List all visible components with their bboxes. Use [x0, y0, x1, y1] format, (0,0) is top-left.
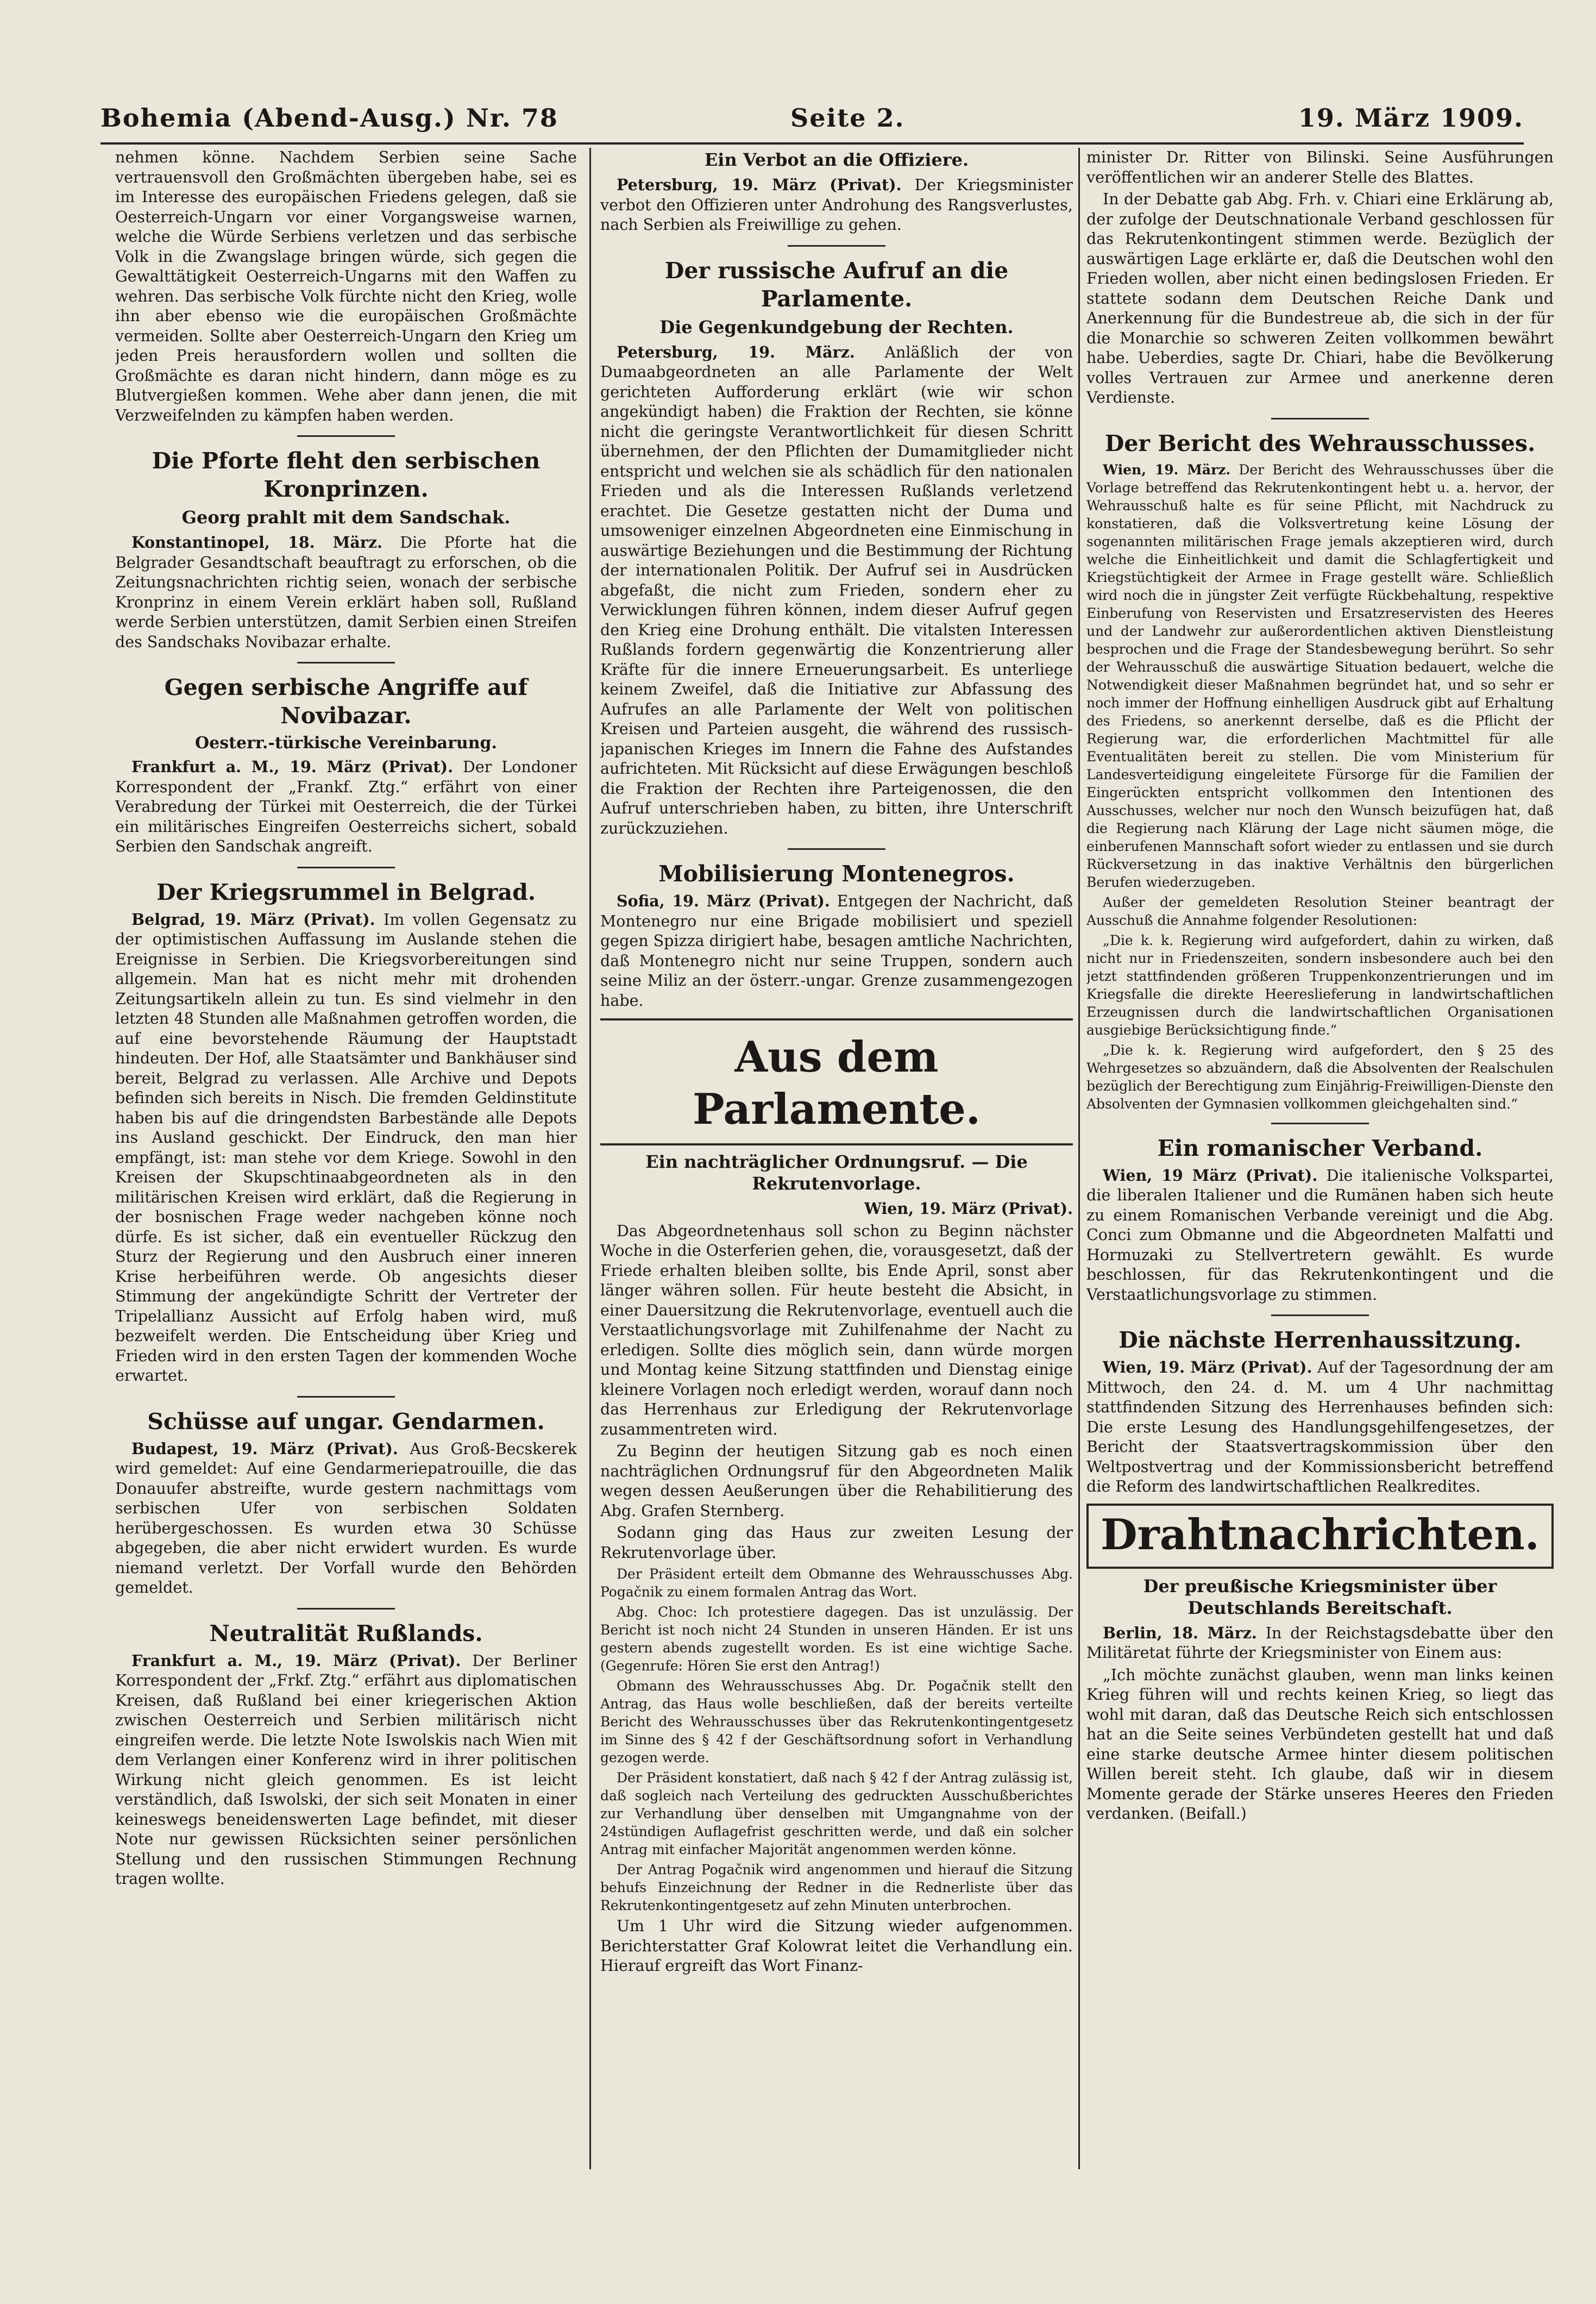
- column-3: [1086, 148, 1554, 2169]
- dateline: Wien, 19. März (Privat).: [864, 1199, 1073, 1218]
- article-headline: Die Pforte fleht den serbischen Kronprinzen.: [152, 448, 541, 502]
- article-kriegsminister: [1086, 1575, 1554, 1824]
- article-subheadline: Die Gegenkundgebung der Rechten.: [659, 316, 1014, 337]
- dateline: Frankfurt a. M., 19. März (Privat).: [131, 1651, 461, 1670]
- article-headline: Mobilisierung Montenegros.: [658, 861, 1015, 887]
- header-rule: [100, 142, 1524, 145]
- resolution-quote: „Die k. k. Regierung wird aufgefordert, den § 25 des Wehrgesetzes so abzuändern, daß die Absolventen der Realschulen bezüglich der Berechtigung zum Einjährig-Freiwilligen-Dienste den Absolventen der Gymnasien vollkommen gleichgehalten sind.“: [1086, 1042, 1554, 1112]
- article-headline: Die nächste Herrenhaussitzung.: [1119, 1327, 1522, 1353]
- dateline: Berlin, 18. März.: [1103, 1623, 1257, 1642]
- article-body: Der Bericht des Wehrausschusses über die Vorlage betreffend das Rekrutenkontingent hebt u. a. hervor, der Wehrausschuß halte es für seine Pflicht, mit Nachdruck zu konstatieren, daß die Volksvertretung keine Lösung der sogenannten militärischen Frage jemals akzeptieren wird, durch welche die Einheitlichkeit und damit die Schlagfertigkeit und Kriegstüchtigkeit der Armee in Frage gestellt wäre. Schließlich wird noch die in jüngster Zeit verfügte Rückbehaltung, respektive Einberufung von Reservisten und Ersatzreservisten des Heeres und der Landwehr zur außerordentlichen aktiven Dienstleistung besprochen und die Frage der Standesbewegung berührt. So sehr der Wehrausschuß die auswärtige Situation bedauert, welche die Notwendigkeit dieser Maßnahmen begründet hat, und so sehr er noch immer der Hoffnung einhelligen Ausdruck gibt auf Erhaltung des Friedens, so anerkennt derselbe, daß es die Pflicht der Regierung war, die erforderlichen Machtmittel für alle Eventualitäten bereit zu stellen. Die vom Ministerium für Landesverteidigung eingeleitete Fürsorge für die Familien der Eingerückten entspricht vollkommen den Intentionen des Ausschusses, welcher nur noch den Wunsch beizufügen hat, daß die Regierung nach Klärung der Lage nicht säumen möge, die einberufenen Mannschaft sofort wieder zu entlassen und sie durch Rückversetzung in das inaktive Verhältnis den bürgerlichen Berufen wiederzugeben.: [1086, 461, 1554, 890]
- dateline: Wien, 19. März (Privat).: [1103, 1358, 1312, 1376]
- article-paragraph: Der Antrag Pogačnik wird angenommen und hierauf die Sitzung behufs Einzeichnung der Redner in die Rednerliste über das Rekrutenkontingentgesetz auf zehn Minuten unterbrochen.: [600, 1862, 1073, 1913]
- article-paragraph: Sodann ging das Haus zur zweiten Lesung der Rekrutenvorlage über.: [600, 1524, 1073, 1562]
- article-paragraph: Außer der gemeldeten Resolution Steiner beantragt der Ausschuß die Annahme folgender Resolutionen:: [1086, 894, 1554, 928]
- page-number: Seite 2.: [790, 103, 905, 133]
- separator: [1271, 1314, 1369, 1316]
- article-paragraph: Zu Beginn der heutigen Sitzung gab es noch einen nachträglichen Ordnungsruf für den Abgeordneten Malik wegen dessen Aeußerungen über die Rehabilitierung des Abg. Grafen Sternberg.: [600, 1442, 1073, 1520]
- dateline: Belgrad, 19. März (Privat).: [131, 910, 375, 929]
- article-subheadline: Ein nachträglicher Ordnungsruf. — Die Rekrutenvorlage.: [645, 1151, 1028, 1194]
- article-montenegro: [600, 860, 1073, 1011]
- article-paragraph: Der Präsident erteilt dem Obmanne des Wehrausschusses Abg. Pogačnik zu einem formalen Antrag das Wort.: [600, 1566, 1073, 1600]
- article-body: Im vollen Gegensatz zu der optimistischen Auffassung im Auslande stehen die Ereignisse in Serbien. Die Kriegsvorbereitungen sind allgemein. Man hat es nicht mehr mit drohenden Zeitungsartikeln allein zu tun. Es sind vielmehr in den letzten 48 Stunden alle Maßnahmen getroffen worden, die auf eine bevorstehende Räumung der Hauptstadt hindeuten. Der Hof, alle Staatsämter und Bankhäuser sind bereit, Belgrad zu verlassen. Alle Archive und Depots befinden sich bereits in Nisch. Die fremden Geldinstitute haben bis auf die dringendsten Barbestände alle Depots ins Ausland geschickt. Der Eindruck, den man hier empfängt, ist: man stehe vor dem Kriege. Sowohl in den Kreisen der Skupschtinaabgeordneten als in den militärischen Kreisen wird erklärt, daß die Regierung in der bosnischen Frage weder nachgeben könne noch dürfe. Es ist sicher, daß ein eventueller Rückzug den Sturz der Regierung und den Ausbruch einer inneren Krise herbeiführen werde. Ob angesichts dieser Stimmung der angekündigte Schritt der Vertreter der Tripelallianz Aussicht auf Erfolg haben wird, muß bezweifelt werden. Die Entscheidung über Krieg und Frieden wird in den ersten Tagen der kommenden Woche erwartet.: [115, 910, 577, 1385]
- separator: [297, 1608, 395, 1610]
- section-parlament: [600, 1031, 1073, 1976]
- dateline: Sofia, 19. März (Privat).: [617, 892, 830, 910]
- article-body: Die italienische Volkspartei, die liberalen Italiener und die Rumänen haben sich heute zu einem Romanischen Verbande vereinigt und die Abg. Conci zum Obmanne und die Abgeordneten Malfatti und Hormuzaki zu Stellvertretern gewählt. Es wurde beschlossen, für das Rekrutenkontingent und die Verstaatlichungsvorlage zu stimmen.: [1086, 1166, 1554, 1304]
- article-paragraph: Obmann des Wehrausschusses Abg. Dr. Pogačnik stellt den Antrag, das Haus wolle beschließen, daß der bereits verteilte Bericht des Wehrausschusses über das Rekrutenkontingentgesetz im Sinne des § 42 f der Geschäftsordnung sofort in Verhandlung gezogen werde.: [600, 1678, 1073, 1765]
- article-headline: Der Bericht des Wehrausschusses.: [1104, 430, 1536, 456]
- article-subheadline: Der preußische Kriegsminister über Deutschlands Bereitschaft.: [1143, 1575, 1497, 1618]
- article-paragraph: Das Abgeordnetenhaus soll schon zu Beginn nächster Woche in die Osterferien gehen, die, vorausgesetzt, daß der Friede erhalten bleiben sollte, bis Ende April, sonst aber länger währen sollen. Für heute besteht die Absicht, in einer Dauersitzung die Rekrutenvorlage, eventuell auch die Verstaatlichungsvorlage mit Zuhilfenahme der Nacht zu erledigen. Sollte dies möglich sein, dann würde morgen und Montag keine Sitzung stattfinden und Dienstag einige kleinere Vorlagen noch erledigt werden, worauf dann noch das Herrenhaus zur Erledigung der Rekrutenvorlage zusammentreten wird.: [600, 1222, 1073, 1438]
- section-rule: [600, 1143, 1073, 1145]
- article-headline: Schüsse auf ungar. Gendarmen.: [147, 1408, 545, 1435]
- article-headline: Ein romanischer Verband.: [1157, 1135, 1483, 1161]
- article-verbot: [600, 149, 1073, 235]
- article-headline: Der Kriegsrummel in Belgrad.: [156, 879, 536, 905]
- article-headline: Gegen serbische Angriffe auf Novibazar.: [164, 674, 528, 729]
- article-body: Die Pforte hat die Belgrader Gesandtschaft beauftragt zu erforschen, ob die Zeitungsnachrichten richtig seien, wonach der serbische Kronprinz in einem Verein erklärt haben soll, Rußland werde Serbien unterstützen, damit Serbien einen Streifen des Sandschaks Novibazar erhalte.: [115, 534, 577, 651]
- dateline: Wien, 19 März (Privat).: [1103, 1166, 1318, 1185]
- dateline: Budapest, 19. März (Privat).: [131, 1439, 398, 1458]
- article-body: Entgegen der Nachricht, daß Montenegro nur eine Brigade mobilisiert und speziell gegen Spizza dirigiert habe, besagen amtliche Nachrichten, daß Montenegro nicht nur seine Truppen, sondern auch seine Miliz an der österr.-ungar. Grenze zusammengezogen habe.: [600, 892, 1073, 1010]
- separator: [297, 662, 395, 663]
- running-head: [100, 103, 1524, 141]
- article-paragraph: In der Debatte gab Abg. Frh. v. Chiari eine Erklärung ab, der zufolge der Deutschnationale Verband geschlossen für das Rekrutenkontingent stimmen werde. Bezüglich der auswärtigen Lage erklärte er, daß die Deutschen wohl den Frieden wollen, aber nicht einen bedingslosen Frieden. Er stattete sodann dem Deutschen Reiche Dank und Anerkennung für die Bundestreue ab, die sich in der für die Monarchie so schweren Zeiten vollkommen bewährt habe. Ueberdies, sagte Dr. Chiari, habe die Bevölkerung volles Vertrauen zur Armee und anerkenne deren Verdienste.: [1086, 190, 1554, 406]
- issue-label: Bohemia (Abend-Ausg.) Nr. 78: [100, 103, 558, 133]
- article-headline: Ein Verbot an die Offiziere.: [704, 149, 969, 170]
- section-rule: [600, 1018, 1073, 1020]
- issue-date: 19. März 1909.: [1298, 103, 1524, 133]
- section-headline: Drahtnachrichten.: [1101, 1510, 1540, 1560]
- article-paragraph: Um 1 Uhr wird die Sitzung wieder aufgenommen. Berichterstatter Graf Kolowrat leitet die Verhandlung ein. Hierauf ergreift das Wort Finanz-: [600, 1917, 1073, 1975]
- article-gendarmen: [115, 1407, 577, 1598]
- article-body: Anläßlich der von Dumaabgeordneten an alle Parlamente der Welt gerichteten Aufforderung erklärt (wie wir schon angekündigt haben) die Fraktion der Rechten, sie könne nicht die geringste Verantwortlichkeit für diesen Schritt übernehmen, der den Pflichten der Dumamitglieder nicht entspricht und welchen sie als schädlich für den nationalen Frieden und als die Interessen Rußlands verletzend erachtet. Die Gesetze gestatten nicht der Duma und umsoweniger einzelnen Abgeordneten eine Einmischung in auswärtige Beziehungen und die Bestimmung der Richtung der internationalen Politik. Der Aufruf sei in Ausdrücken abgefaßt, die nicht zum Frieden, sondern eher zu Verwicklungen führen können, indem dieser Aufruf gegen den Krieg eine Drohung enthält. Die vitalsten Interessen Rußlands fordern gegenwärtig die Konzentrierung aller Kräfte für die innere Erneuerungsarbeit. Es unterliege keinem Zweifel, daß die Initiative zur Abfassung des Aufrufes an alle Parlamente der Welt von politischen Kreisen und Parteien ausgeht, die während des russisch-japanischen Krieges im Innern die Fahne des Aufstandes aufrichteten. Mit Rücksicht auf diese Erwägungen beschloß die Fraktion der Rechten ihre Parteigenossen, die den Aufruf unterschrieben haben, zu bitten, ihre Unterschrift zurückzuziehen.: [600, 343, 1073, 837]
- dateline: Petersburg, 19. März (Privat).: [617, 176, 902, 194]
- dateline: Wien, 19. März.: [1103, 461, 1231, 478]
- dateline: Petersburg, 19. März.: [617, 342, 855, 361]
- article-romanisch: [1086, 1134, 1554, 1305]
- separator: [1271, 1123, 1369, 1124]
- speech-quote: „Ich möchte zunächst glauben, wenn man links keinen Krieg führen will und rechts keinen Krieg, so liegt das wohl mit daran, daß das Deutsche Reich sich entschlossen hat an die Seite seines Verbündeten gestellt hat und daß eine starke deutsche Armee hinter diesem politischen Willen bereit steht. Ich glaube, daß wir in diesem Momente gerade der Stärke unseres Heeres den Frieden verdanken. (Beifall.): [1086, 1666, 1554, 1823]
- article-paragraph: Der Präsident konstatiert, daß nach § 42 f der Antrag zulässig ist, daß sogleich nach Verteilung des gedruckten Ausschußberichtes zur Verhandlung über denselben mit Umgangnahme von der 24stündigen Auflagefrist geschritten werde, und daß ein solcher Antrag mit einfacher Majorität angenommen werden könne.: [600, 1770, 1073, 1857]
- section-headline: Aus dem Parlamente.: [692, 1032, 981, 1134]
- article-kriegsrummel: [115, 878, 577, 1386]
- article-body: Der Londoner Korrespondent der „Frankf. Ztg.“ erfährt von einer Verabredung der Türkei mit Oesterreich, die der Türkei ein militärisches Eingreifen Oesterreichs sichert, sobald Serbien den Sandschak angreift.: [115, 758, 577, 855]
- dateline: Frankfurt a. M., 19. März (Privat).: [131, 757, 453, 776]
- article-neutralitaet: [115, 1619, 577, 1889]
- article-wehrausschuss: [1086, 429, 1554, 1113]
- separator: [1271, 418, 1369, 420]
- article-herrenhaus: [1086, 1326, 1554, 1497]
- article-continuation: nehmen könne. Nachdem Serbien seine Sache vertrauensvoll den Großmächten übergeben habe, sei es im Interesse des europäischen Friedens gelegen, daß sie Oesterreich-Ungarn vor einer Vorgangsweise warnen, welche die Würde Serbiens verletzen und das serbische Volk in die Zwangslage bringen würde, sich gegen die Gewalttätigkeit Oesterreich-Ungarns mit den Waffen zu wehren. Das serbische Volk fürchte nicht den Krieg, wolle ihn aber ebenso wie die europäischen Großmächte vermeiden. Sollte aber Oesterreich-Ungarn den Krieg um jeden Preis herausfordern wollen und sollten die Großmächte es daran nicht hindern, dann möge es zu Blutvergießen kommen. Wehe aber dann jenen, die mit Verzweifelnden zu kämpfen haben werden.: [115, 148, 577, 424]
- article-continuation: minister Dr. Ritter von Bilinski. Seine Ausführungen veröffentlichen wir an anderer Stelle des Blattes.: [1086, 148, 1554, 186]
- separator: [788, 848, 885, 850]
- separator: [297, 1396, 395, 1398]
- article-body: In der Reichstagsdebatte über den Militäretat führte der Kriegsminister von Einem aus:: [1086, 1624, 1554, 1662]
- column-divider-2: [1078, 148, 1080, 2169]
- article-body: Aus Groß-Becskerek wird gemeldet: Auf eine Gendarmeriepatrouille, die das Donauufer abstreifte, wurde gestern nachmittags vom serbischen Ufer von serbischen Soldaten herübergeschossen. Es wurden etwa 30 Schüsse abgegeben, die aber nicht erwidert wurden. Es wurde niemand verletzt. Der Vorfall wurde den Behörden gemeldet.: [115, 1439, 577, 1596]
- article-body: Auf der Tagesordnung der am Mittwoch, den 24. d. M. um 4 Uhr nachmittag stattfindenden Sitzung des Herrenhauses befinden sich: Die erste Lesung des Handlungsgehilfengesetzes, der Bericht der Staatsvertragskommission über den Weltpostvertrag und der Kommissionsbericht betreffend die Reform des landwirtschaftlichen Realkredites.: [1086, 1358, 1554, 1495]
- article-body: Der Kriegsminister verbot den Offizieren unter Androhung des Rangsverlustes, nach Serbien als Freiwillige zu gehen.: [600, 176, 1073, 234]
- article-subheadline: Georg prahlt mit dem Sandschak.: [181, 507, 511, 528]
- separator: [297, 867, 395, 868]
- article-headline: Der russische Aufruf an die Parlamente.: [664, 257, 1009, 312]
- article-subheadline: Oesterr.-türkische Vereinbarung.: [195, 734, 497, 753]
- section-drahtnachrichten: [1086, 1504, 1554, 1569]
- separator: [788, 245, 885, 247]
- article-aufruf: [600, 256, 1073, 839]
- resolution-quote: „Die k. k. Regierung wird aufgefordert, dahin zu wirken, daß nicht nur in Friedenszeiten, sondern insbesondere auch bei den jetzt stattfindenden größeren Truppenkonzentrierungen und im Kriegsfalle die direkte Heereslieferung in landwirtschaftlichen Erzeugnissen durch die landwirtschaftlichen Organisationen ausgiebige Berücksichtigung finde.“: [1086, 932, 1554, 1038]
- dateline: Konstantinopel, 18. März.: [131, 533, 382, 552]
- article-pforte: [115, 447, 577, 652]
- article-body: Der Berliner Korrespondent der „Frkf. Ztg.“ erfährt aus diplomatischen Kreisen, daß Rußland bei einer kriegerischen Aktion zwischen Oesterreich und Serbien militärisch nicht eingreifen werde. Die letzte Note Iswolskis nach Wien mit dem Verlangen einer Konferenz wird in ihrer politischen Wirkung nicht gleich genommen. Es ist leicht verständlich, daß Iswolski, der sich seit Monaten in einer keineswegs beneidenswerten Lage befindet, mit dieser Note nur gewissen Rücksichten seiner persönlichen Stellung und den russischen Stimmungen Rechnung tragen wollte.: [115, 1651, 577, 1888]
- article-novibazar: [115, 673, 577, 857]
- column-divider-1: [589, 148, 591, 2169]
- article-paragraph: Abg. Choc: Ich protestiere dagegen. Das ist unzulässig. Der Bericht ist noch nicht 24 Stunden in unseren Händen. Er ist uns gestern abends zugestellt worden. Es ist eine wichtige Sache. (Gegenrufe: Hören Sie erst den Antrag!): [600, 1604, 1073, 1674]
- separator: [297, 435, 395, 437]
- column-2: [600, 148, 1073, 2169]
- column-1: [115, 148, 577, 2169]
- article-headline: Neutralität Rußlands.: [209, 1620, 483, 1646]
